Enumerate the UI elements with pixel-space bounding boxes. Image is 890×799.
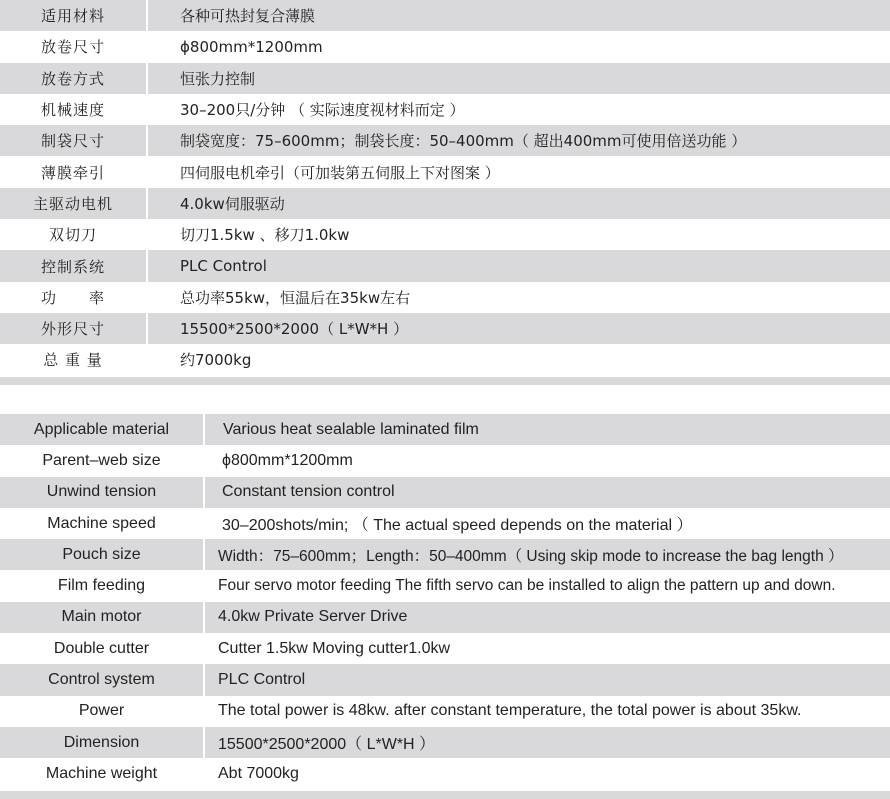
column-divider [203,602,205,633]
spec-row [0,156,890,187]
spec-row [0,664,890,695]
spec-label: Parent–web size [42,451,161,469]
column-divider [203,445,205,476]
spec-row [0,219,890,250]
spec-value: Cutter 1.5kw Moving cutter1.0kw [218,639,451,657]
spec-row [0,602,890,633]
spec-label: Control system [48,671,155,689]
spec-row [0,188,890,219]
column-divider [203,696,205,727]
column-divider [146,282,148,313]
spec-value: 30–200只/分钟 （ 实际速度视材料而定 ） [180,101,465,120]
spec-label: 机械速度 [40,101,105,120]
spec-value: 15500*2500*2000（ L*W*H ） [218,736,436,754]
column-divider [146,125,148,156]
spec-value: PLC Control [180,257,267,276]
spec-label: Power [78,702,125,720]
spec-label: 放卷尺寸 [40,38,105,57]
spec-value: Width：75–600mm；Length：50–400mm（ Using skip mode to increase the bag length ） [218,547,844,565]
spec-label: Machine weight [45,764,158,782]
spec-label: 功 率 [40,288,105,307]
spec-value: 30–200shots/min; （ The actual speed depends on the material ） [222,517,693,535]
spec-value: Abt 7000kg [218,764,299,782]
spec-label: Dimension [63,733,140,751]
spec-value: The total power is 48kw. after constant temperature, the total power is about 35kw. [218,702,802,720]
column-divider [203,758,205,789]
column-divider [146,313,148,344]
spec-value: 15500*2500*2000（ L*W*H ） [180,320,409,339]
spec-label: Film feeding [57,577,146,595]
column-divider [203,664,205,695]
spec-label: 薄膜牵引 [40,163,105,182]
spec-row [0,94,890,125]
column-divider [146,188,148,219]
column-divider [203,633,205,664]
spec-label: 双切刀 [48,226,97,245]
spec-row [0,633,890,664]
spec-row [0,508,890,539]
spec-row [0,282,890,313]
spec-label: Double cutter [53,639,150,657]
spec-value: 制袋宽度：75–600mm；制袋长度：50–400mm（ 超出400mm可使用倍送功能 ） [180,132,747,151]
spec-value: ϕ800mm*1200mm [222,451,353,469]
spec-value: Constant tension control [222,483,395,501]
spec-label: 主驱动电机 [32,194,113,213]
spec-row [0,0,890,31]
spec-row [0,313,890,344]
spec-value: PLC Control [218,671,306,689]
spec-label: Applicable material [33,420,170,438]
spec-value: 4.0kw Private Server Drive [218,608,408,626]
spec-label: 放卷方式 [40,69,105,88]
spec-label: 控制系统 [40,257,105,276]
spec-row [0,570,890,601]
section-divider-bar [0,377,890,385]
section-divider-bar [0,791,890,799]
spec-value: Four servo motor feeding The fifth servo can be installed to align the pattern up and down. [218,577,836,595]
spec-row [0,344,890,375]
spec-row [0,758,890,789]
spec-value: 恒张力控制 [180,69,256,88]
spec-row [0,539,890,570]
spec-value: Various heat sealable laminated film [223,420,479,438]
spec-row [0,477,890,508]
spec-row [0,445,890,476]
spec-row [0,31,890,62]
spec-label: Pouch size [62,545,141,563]
spec-row [0,125,890,156]
spec-row [0,250,890,281]
spec-table-english [0,414,890,790]
column-divider [203,414,205,445]
column-divider [146,156,148,187]
spec-label: Main motor [61,608,142,626]
spec-label: 制袋尺寸 [40,132,105,151]
spec-value: 总功率55kw，恒温后在35kw左右 [180,288,411,307]
spec-row [0,63,890,94]
spec-value: ϕ800mm*1200mm [180,37,323,56]
spec-value: 切刀1.5kw 、移刀1.0kw [180,226,350,245]
spec-label: Machine speed [47,514,156,532]
column-divider [203,570,205,601]
spec-value: 约7000kg [180,351,252,370]
column-divider [146,250,148,281]
spec-label: Unwind tension [46,483,157,501]
spec-label: 总 重 量 [43,351,103,370]
column-divider [203,508,205,539]
column-divider [146,219,148,250]
spec-row [0,727,890,758]
column-divider [146,94,148,125]
spec-value: 4.0kw伺服驱动 [180,194,285,213]
spec-row [0,414,890,445]
column-divider [203,477,205,508]
column-divider [203,727,205,758]
column-divider [146,31,148,62]
column-divider [203,539,205,570]
spec-value: 各种可热封复合薄膜 [180,7,316,26]
column-divider [146,63,148,94]
spec-value: 四伺服电机牵引（可加装第五伺服上下对图案 ） [180,163,500,182]
column-divider [146,344,148,375]
spec-label: 适用材料 [40,7,105,26]
spec-table-chinese [0,0,890,376]
spec-label: 外形尺寸 [40,320,105,339]
spec-row [0,696,890,727]
column-divider [146,0,148,31]
